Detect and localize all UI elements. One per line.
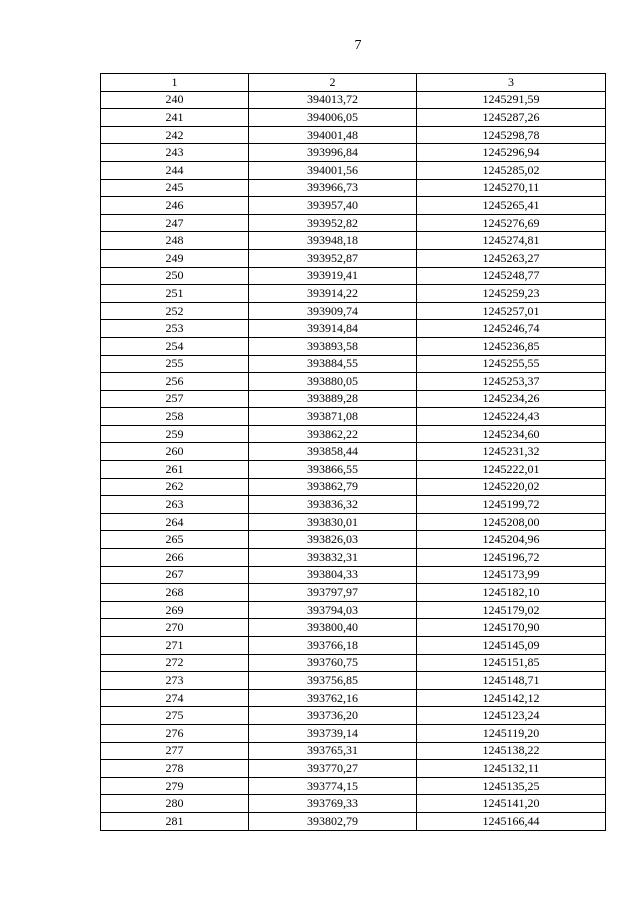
point-number-cell: 244 <box>101 161 249 179</box>
x-coordinate-cell: 393914,22 <box>249 285 417 303</box>
y-coordinate-cell: 1245255,55 <box>417 355 606 373</box>
point-number-cell: 279 <box>101 777 249 795</box>
point-number-cell: 264 <box>101 513 249 531</box>
y-coordinate-cell: 1245298,78 <box>417 126 606 144</box>
point-number-cell: 258 <box>101 408 249 426</box>
table-row <box>101 249 606 267</box>
table-row <box>101 267 606 285</box>
y-coordinate-cell: 1245182,10 <box>417 584 606 602</box>
x-coordinate-cell: 393996,84 <box>249 144 417 162</box>
point-number-cell: 267 <box>101 566 249 584</box>
x-coordinate-cell: 393884,55 <box>249 355 417 373</box>
x-coordinate-cell: 393862,79 <box>249 478 417 496</box>
point-number-cell: 252 <box>101 302 249 320</box>
x-coordinate-cell: 393756,85 <box>249 672 417 690</box>
point-number-cell: 248 <box>101 232 249 250</box>
table-row <box>101 672 606 690</box>
x-coordinate-cell: 393794,03 <box>249 601 417 619</box>
table-row <box>101 285 606 303</box>
table-row <box>101 109 606 127</box>
table-row <box>101 654 606 672</box>
table-row <box>101 496 606 514</box>
table-row <box>101 197 606 215</box>
x-coordinate-cell: 393739,14 <box>249 724 417 742</box>
y-coordinate-cell: 1245253,37 <box>417 373 606 391</box>
x-coordinate-cell: 393858,44 <box>249 443 417 461</box>
y-coordinate-cell: 1245138,22 <box>417 742 606 760</box>
y-coordinate-cell: 1245196,72 <box>417 549 606 567</box>
table-row <box>101 443 606 461</box>
x-coordinate-cell: 393797,97 <box>249 584 417 602</box>
table-row <box>101 425 606 443</box>
y-coordinate-cell: 1245173,99 <box>417 566 606 584</box>
y-coordinate-cell: 1245119,20 <box>417 724 606 742</box>
y-coordinate-cell: 1245142,12 <box>417 689 606 707</box>
x-coordinate-cell: 393862,22 <box>249 425 417 443</box>
x-coordinate-cell: 393948,18 <box>249 232 417 250</box>
point-number-cell: 274 <box>101 689 249 707</box>
y-coordinate-cell: 1245148,71 <box>417 672 606 690</box>
y-coordinate-cell: 1245248,77 <box>417 267 606 285</box>
x-coordinate-cell: 393836,32 <box>249 496 417 514</box>
point-number-cell: 247 <box>101 214 249 232</box>
point-number-cell: 243 <box>101 144 249 162</box>
table-row <box>101 531 606 549</box>
table-body <box>101 91 606 830</box>
table-row <box>101 144 606 162</box>
y-coordinate-cell: 1245259,23 <box>417 285 606 303</box>
x-coordinate-cell: 393800,40 <box>249 619 417 637</box>
table-row <box>101 689 606 707</box>
table-row <box>101 320 606 338</box>
point-number-cell: 275 <box>101 707 249 725</box>
x-coordinate-cell: 393871,08 <box>249 408 417 426</box>
x-coordinate-cell: 393765,31 <box>249 742 417 760</box>
point-number-cell: 250 <box>101 267 249 285</box>
x-coordinate-cell: 393952,87 <box>249 249 417 267</box>
y-coordinate-cell: 1245296,94 <box>417 144 606 162</box>
table-row <box>101 707 606 725</box>
y-coordinate-cell: 1245265,41 <box>417 197 606 215</box>
x-coordinate-cell: 393889,28 <box>249 390 417 408</box>
x-coordinate-cell: 394001,56 <box>249 161 417 179</box>
table-row <box>101 302 606 320</box>
y-coordinate-cell: 1245132,11 <box>417 760 606 778</box>
x-coordinate-cell: 393909,74 <box>249 302 417 320</box>
x-coordinate-cell: 393830,01 <box>249 513 417 531</box>
table-row <box>101 760 606 778</box>
x-coordinate-cell: 393866,55 <box>249 461 417 479</box>
point-number-cell: 246 <box>101 197 249 215</box>
y-coordinate-cell: 1245123,24 <box>417 707 606 725</box>
point-number-cell: 249 <box>101 249 249 267</box>
point-number-cell: 245 <box>101 179 249 197</box>
y-coordinate-cell: 1245220,02 <box>417 478 606 496</box>
x-coordinate-cell: 393957,40 <box>249 197 417 215</box>
y-coordinate-cell: 1245141,20 <box>417 795 606 813</box>
x-coordinate-cell: 393919,41 <box>249 267 417 285</box>
table-row <box>101 161 606 179</box>
table-row <box>101 337 606 355</box>
point-number-cell: 261 <box>101 461 249 479</box>
y-coordinate-cell: 1245234,26 <box>417 390 606 408</box>
y-coordinate-cell: 1245270,11 <box>417 179 606 197</box>
point-number-cell: 259 <box>101 425 249 443</box>
point-number-cell: 240 <box>101 91 249 109</box>
y-coordinate-cell: 1245263,27 <box>417 249 606 267</box>
table-row <box>101 619 606 637</box>
table-row <box>101 637 606 655</box>
y-coordinate-cell: 1245135,25 <box>417 777 606 795</box>
x-coordinate-cell: 393966,73 <box>249 179 417 197</box>
table-row <box>101 214 606 232</box>
x-coordinate-cell: 393952,82 <box>249 214 417 232</box>
x-coordinate-cell: 393769,33 <box>249 795 417 813</box>
point-number-cell: 277 <box>101 742 249 760</box>
page-number: 7 <box>354 38 362 53</box>
x-coordinate-cell: 393826,03 <box>249 531 417 549</box>
y-coordinate-cell: 1245208,00 <box>417 513 606 531</box>
point-number-cell: 257 <box>101 390 249 408</box>
coordinates-table <box>100 73 606 831</box>
y-coordinate-cell: 1245204,96 <box>417 531 606 549</box>
y-coordinate-cell: 1245291,59 <box>417 91 606 109</box>
table-row <box>101 179 606 197</box>
y-coordinate-cell: 1245199,72 <box>417 496 606 514</box>
table-row <box>101 566 606 584</box>
table-row <box>101 777 606 795</box>
point-number-cell: 269 <box>101 601 249 619</box>
table-row <box>101 584 606 602</box>
table-row <box>101 232 606 250</box>
x-coordinate-cell: 393914,84 <box>249 320 417 338</box>
point-number-cell: 268 <box>101 584 249 602</box>
table-row <box>101 91 606 109</box>
table-row <box>101 390 606 408</box>
column-header-1: 1 <box>101 74 249 92</box>
point-number-cell: 270 <box>101 619 249 637</box>
x-coordinate-cell: 393832,31 <box>249 549 417 567</box>
y-coordinate-cell: 1245234,60 <box>417 425 606 443</box>
point-number-cell: 278 <box>101 760 249 778</box>
point-number-cell: 263 <box>101 496 249 514</box>
table-row <box>101 478 606 496</box>
x-coordinate-cell: 394001,48 <box>249 126 417 144</box>
table-row <box>101 408 606 426</box>
table-row <box>101 795 606 813</box>
table-row <box>101 812 606 830</box>
point-number-cell: 276 <box>101 724 249 742</box>
y-coordinate-cell: 1245276,69 <box>417 214 606 232</box>
point-number-cell: 273 <box>101 672 249 690</box>
point-number-cell: 241 <box>101 109 249 127</box>
point-number-cell: 253 <box>101 320 249 338</box>
x-coordinate-cell: 393804,33 <box>249 566 417 584</box>
x-coordinate-cell: 394006,05 <box>249 109 417 127</box>
y-coordinate-cell: 1245246,74 <box>417 320 606 338</box>
x-coordinate-cell: 393880,05 <box>249 373 417 391</box>
table-row <box>101 355 606 373</box>
y-coordinate-cell: 1245257,01 <box>417 302 606 320</box>
point-number-cell: 256 <box>101 373 249 391</box>
table-row <box>101 461 606 479</box>
point-number-cell: 266 <box>101 549 249 567</box>
point-number-cell: 242 <box>101 126 249 144</box>
point-number-cell: 251 <box>101 285 249 303</box>
y-coordinate-cell: 1245222,01 <box>417 461 606 479</box>
x-coordinate-cell: 394013,72 <box>249 91 417 109</box>
point-number-cell: 271 <box>101 637 249 655</box>
y-coordinate-cell: 1245287,26 <box>417 109 606 127</box>
point-number-cell: 260 <box>101 443 249 461</box>
table-row <box>101 549 606 567</box>
x-coordinate-cell: 393766,18 <box>249 637 417 655</box>
table-row <box>101 601 606 619</box>
y-coordinate-cell: 1245274,81 <box>417 232 606 250</box>
table-header-row <box>101 74 606 92</box>
point-number-cell: 281 <box>101 812 249 830</box>
y-coordinate-cell: 1245151,85 <box>417 654 606 672</box>
table-row <box>101 742 606 760</box>
x-coordinate-cell: 393760,75 <box>249 654 417 672</box>
x-coordinate-cell: 393802,79 <box>249 812 417 830</box>
y-coordinate-cell: 1245224,43 <box>417 408 606 426</box>
y-coordinate-cell: 1245145,09 <box>417 637 606 655</box>
point-number-cell: 262 <box>101 478 249 496</box>
point-number-cell: 280 <box>101 795 249 813</box>
y-coordinate-cell: 1245285,02 <box>417 161 606 179</box>
y-coordinate-cell: 1245231,32 <box>417 443 606 461</box>
table-row <box>101 373 606 391</box>
table-row <box>101 513 606 531</box>
x-coordinate-cell: 393736,20 <box>249 707 417 725</box>
y-coordinate-cell: 1245236,85 <box>417 337 606 355</box>
x-coordinate-cell: 393770,27 <box>249 760 417 778</box>
point-number-cell: 272 <box>101 654 249 672</box>
x-coordinate-cell: 393774,15 <box>249 777 417 795</box>
point-number-cell: 255 <box>101 355 249 373</box>
column-header-3: 3 <box>417 74 606 92</box>
x-coordinate-cell: 393762,16 <box>249 689 417 707</box>
y-coordinate-cell: 1245166,44 <box>417 812 606 830</box>
y-coordinate-cell: 1245179,02 <box>417 601 606 619</box>
y-coordinate-cell: 1245170,90 <box>417 619 606 637</box>
point-number-cell: 265 <box>101 531 249 549</box>
column-header-2: 2 <box>249 74 417 92</box>
table-row <box>101 724 606 742</box>
x-coordinate-cell: 393893,58 <box>249 337 417 355</box>
table-row <box>101 126 606 144</box>
point-number-cell: 254 <box>101 337 249 355</box>
